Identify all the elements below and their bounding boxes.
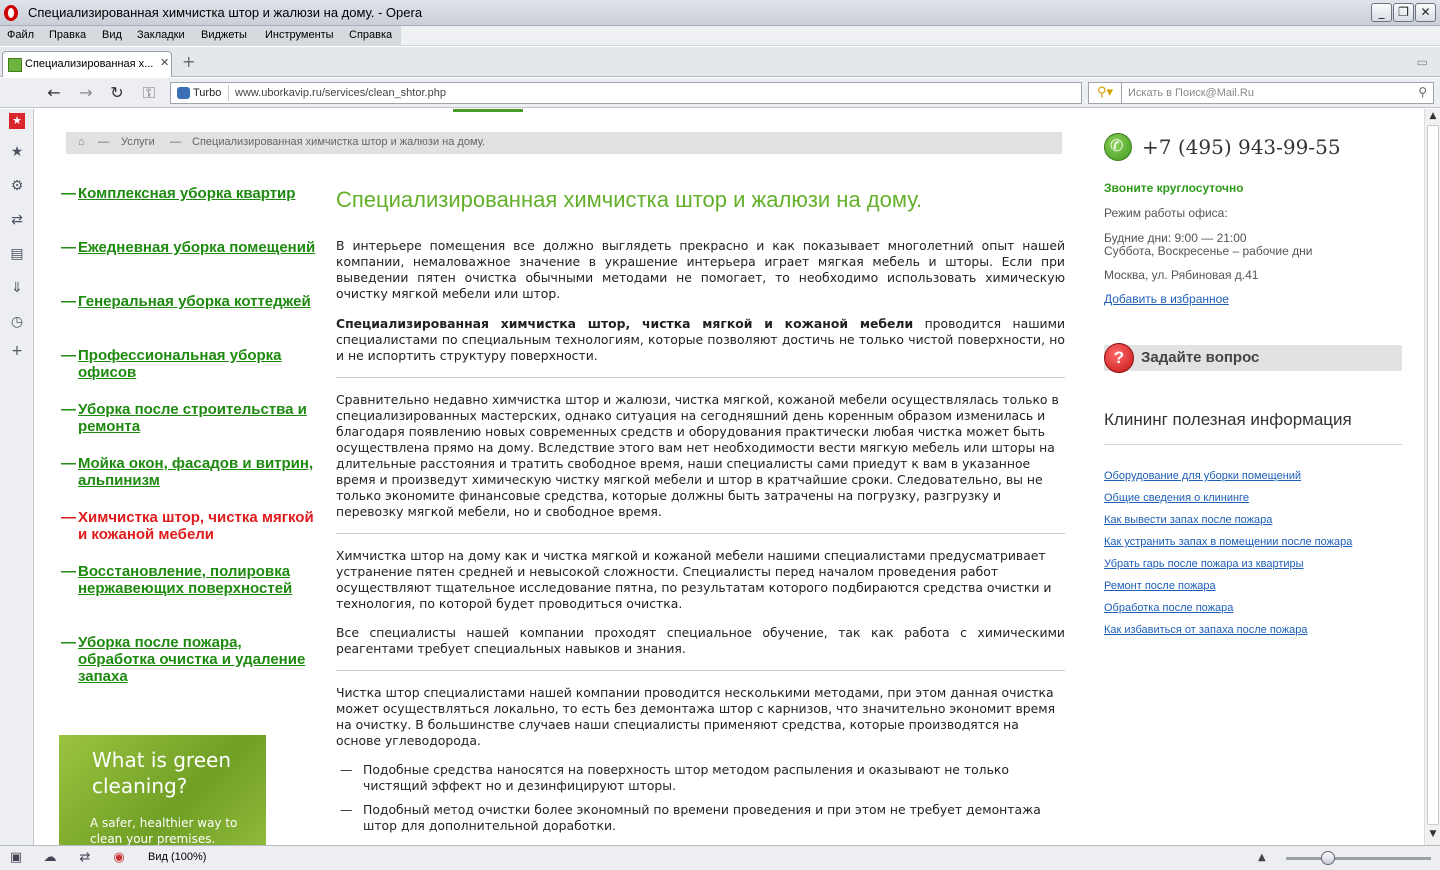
panel-toggle-icon[interactable]: ▣ (9, 850, 23, 865)
url-text[interactable]: www.uborkavip.ru/services/clean_shtor.php (235, 87, 446, 99)
scroll-thumb[interactable] (1427, 125, 1439, 825)
zoom-level[interactable]: Вид (100%) (148, 851, 207, 863)
nav-label[interactable]: Мойка окон, фасадов и витрин, альпинизм (78, 455, 314, 489)
info-link[interactable]: Обработка после пожара (1104, 602, 1234, 614)
nav-dash: — (61, 239, 76, 256)
status-bar (0, 845, 1440, 870)
phone-number: +7 (495) 943-99-55 (1142, 135, 1341, 159)
nav-dash: — (61, 293, 76, 310)
scroll-down-icon[interactable]: ▼ (1429, 829, 1437, 839)
paragraph-specialized (336, 316, 1065, 364)
menu-help[interactable]: Справка (349, 29, 393, 41)
info-link[interactable]: Как вывести запах после пожара (1104, 514, 1273, 526)
nav-dash: — (61, 185, 76, 202)
title-bar (0, 0, 1440, 26)
nav-label[interactable]: Уборка после строительства и ремонта (78, 401, 307, 435)
minimize-button[interactable]: _ (1371, 3, 1392, 22)
list-dash: — (340, 762, 353, 777)
nav-label[interactable]: Уборка после пожара, обработка очистка и удаление запаха (78, 634, 306, 685)
menu-bookmarks[interactable]: Закладки (137, 29, 185, 41)
search-engine-icon[interactable]: ⚲▾ (1088, 82, 1122, 104)
nav-label[interactable]: Генеральная уборка коттеджей (78, 293, 311, 310)
turbo-status-icon[interactable]: ◉ (113, 850, 125, 865)
menu-bar-items (0, 26, 401, 46)
bookmarks-icon[interactable]: ★ (10, 144, 24, 160)
speed-dial-icon[interactable]: ★ (9, 113, 25, 129)
add-panel-icon[interactable]: + (11, 343, 23, 359)
nav-dash: — (61, 509, 76, 526)
site-favicon-icon (8, 58, 22, 72)
nav-dash: — (61, 455, 76, 472)
tab-title: Специализированная х... (25, 58, 154, 70)
new-tab-icon[interactable]: + (182, 52, 196, 71)
unite-icon[interactable]: ⇄ (11, 212, 23, 228)
divider (1104, 444, 1402, 445)
nav-label[interactable]: Ежедневная уборка помещений (78, 239, 316, 256)
menu-edit[interactable]: Правка (49, 29, 87, 41)
list-dash: — (340, 802, 353, 817)
nav-label[interactable]: Химчистка штор, чистка мягкой и кожаной мебели (78, 509, 314, 543)
menu-tools[interactable]: Инструменты (265, 29, 334, 41)
paragraph-history: Сравнительно недавно химчистка штор и жалюзи, чистка мягкой, кожаной мебели осуществлялась только в специализированных мастерских, однако ситуация на сегодняшний день коренным образом изменилась и благодаря появлению новых современных средств и оборудования практически любая чистка может быть осуществлена прямо на дому. Вследствие этого вам нет необходимости вести мягкую мебель или шторы на длительные расстояния и тратить свободное время, наши специалисты сами приедут к вам в указанное время и произведут химическую чистку мягкой мебели и штор в кратчайшие сроки. Следовательно, вы не только экономите финансовые средства, которые должны быть затрачены на погрузку, разгрузку и перевозку мягкой мебели, но и свободное время. (336, 392, 1059, 519)
question-icon: ? (1104, 343, 1134, 373)
paragraph-rest: проводится нашими специалистами по специальным технологиям, которые позволяют достичь не только чистой поверхности, но и не испортить структуру поверхности. (336, 316, 1065, 363)
turbo-label: Turbo (193, 87, 222, 99)
closed-tabs-icon[interactable]: ▭ (1416, 55, 1428, 69)
tab-close-icon[interactable]: ✕ (160, 56, 170, 69)
info-link[interactable]: Как устранить запах в помещении после пожара (1104, 536, 1353, 548)
green-cleaning-banner[interactable] (59, 735, 266, 845)
restore-button[interactable]: ❐ (1393, 3, 1414, 22)
call-anytime: Звоните круглосуточно (1104, 181, 1244, 195)
history-icon[interactable]: ◷ (10, 314, 24, 330)
search-icon[interactable]: ⚲ (1418, 85, 1427, 99)
ask-question-label: Задайте вопрос (1141, 349, 1260, 366)
home-icon[interactable]: ⌂ (78, 136, 85, 148)
breadcrumb-separator: — (170, 136, 181, 148)
divider (336, 670, 1065, 671)
divider (336, 377, 1065, 378)
breadcrumb-services-link[interactable]: Услуги (121, 136, 155, 148)
info-section-title: Клининг полезная информация (1104, 410, 1352, 429)
page-title: Специализированная химчистка штор и жалюзи на дому. (336, 187, 923, 212)
zoom-menu-icon[interactable]: ▲ (1258, 852, 1266, 863)
weekday-hours: Будние дни: 9:00 — 21:00 (1104, 231, 1247, 245)
nav-dash: — (61, 401, 76, 418)
back-icon[interactable]: ← (47, 83, 61, 102)
close-window-button[interactable]: ✕ (1415, 3, 1436, 22)
breadcrumb (66, 132, 1062, 154)
nav-dash: — (61, 563, 76, 580)
banner-title: What is green cleaning? (92, 748, 232, 798)
menu-view[interactable]: Вид (102, 29, 122, 41)
vertical-scrollbar[interactable] (1424, 109, 1440, 845)
info-link[interactable]: Убрать гарь после пожара из квартиры (1104, 558, 1304, 570)
paragraph-methods: Чистка штор специалистами нашей компании проводится несколькими методами, при этом данная очистка может осуществляться локально, то есть без демонтажа штор с карнизов, что значительно экономит время на очистку. В большинстве случаев наши специалисты применяют средства, которые производятся на основе углеводорода. (336, 685, 1056, 748)
phone-icon (1104, 133, 1132, 161)
forward-icon[interactable]: → (79, 83, 93, 102)
search-input[interactable] (1128, 86, 1398, 100)
turbo-button[interactable] (173, 85, 229, 101)
tab-active[interactable] (2, 51, 172, 77)
nav-dash: — (61, 347, 76, 364)
nav-dash: — (61, 634, 76, 651)
zoom-slider-thumb[interactable] (1321, 851, 1335, 865)
paragraph-training: Все специалисты нашей компании проходят специальное обучение, так как работа с химическими реагентами требует специальных навыков и знания. (336, 625, 1065, 656)
navigation-bar (0, 78, 1440, 108)
menu-bar (0, 26, 1440, 46)
add-to-favorites-link[interactable]: Добавить в избранное (1104, 292, 1229, 306)
breadcrumb-current: Специализированная химчистка штор и жалюзи на дому. (192, 136, 486, 148)
wand-key-icon[interactable]: ⚿ (142, 83, 156, 102)
list-text: Подобный метод очистки более экономный по времени проведения и при этом не требует демонтажа штор для дополнительной доработки. (363, 802, 1041, 833)
list-text: Подобные средства наносятся на поверхность штор методом распыления и оказывают не только чистящий эффект но и дезинфицируют шторы. (363, 762, 1009, 793)
nav-label[interactable]: Профессиональная уборка офисов (78, 347, 282, 381)
paragraph-bold-lead: Специализированная химчистка штор, чистка мягкой и кожаной мебели (336, 316, 914, 331)
info-link[interactable]: Ремонт после пожара (1104, 580, 1216, 592)
side-panel (0, 109, 34, 845)
nav-label[interactable]: Восстановление, полировка нержавеющих поверхностей (78, 563, 293, 597)
search-field[interactable] (1122, 82, 1434, 104)
weekend-hours: Суббота, Воскресенье – рабочие дни (1104, 244, 1313, 258)
address-bar[interactable] (170, 82, 1082, 104)
zoom-slider[interactable] (1286, 857, 1431, 860)
scroll-up-icon[interactable]: ▲ (1429, 111, 1437, 121)
web-page (35, 109, 1424, 845)
window-title: Специализированная химчистка штор и жалюзи на дому. - Opera (28, 5, 423, 20)
banner-subtitle: A safer, healthier way to clean your premises. (90, 816, 238, 845)
opera-logo-icon[interactable] (4, 5, 18, 21)
breadcrumb-separator: — (98, 136, 109, 148)
reload-icon[interactable]: ↻ (110, 83, 124, 102)
paragraph-intro: В интерьере помещения все должно выглядеть прекрасно и как показывает многолетний опыт нашей компании, немаловажное значение в украшение интерьера играет мягкая мебель и шторы. Если при выведении пятен очистка обычными методами не помогает, то необходимо использовать химическую очистку мягкой мебели или штор. (336, 238, 1065, 301)
paragraph-stains: Химчистка штор на дому как и чистка мягкой и кожаной мебели нашими специалистами предусматривает устранение пятен средней и невысокой сложности. Специалисты перед началом проведения работ осуществляют тщательное исследование пятна, по результатам которого подбираются средства очистки и технология, по которой будет проводиться очистка. (336, 548, 1052, 611)
notes-icon[interactable]: ▤ (10, 246, 24, 262)
nav-label[interactable]: Комплексная уборка квартир (78, 185, 296, 202)
info-link[interactable]: Общие сведения о клининге (1104, 492, 1249, 504)
settings-gear-icon[interactable]: ⚙ (10, 178, 24, 194)
menu-widgets[interactable]: Виджеты (201, 29, 247, 41)
office-address: Москва, ул. Рябиновая д.41 (1104, 268, 1259, 282)
info-link[interactable]: Как избавиться от запаха после пожара (1104, 624, 1308, 636)
turbo-icon (177, 87, 190, 99)
opera-link-cloud-icon[interactable]: ☁ (43, 850, 57, 865)
downloads-icon[interactable]: ⇓ (11, 280, 23, 296)
unite-status-icon[interactable]: ⇄ (79, 850, 91, 865)
menu-tab-stub (453, 109, 523, 112)
ask-question-button[interactable] (1104, 345, 1402, 371)
office-hours-label: Режим работы офиса: (1104, 206, 1228, 220)
menu-file[interactable]: Файл (7, 29, 35, 41)
info-link[interactable]: Оборудование для уборки помещений (1104, 470, 1302, 482)
tab-bar (0, 47, 1440, 77)
divider (336, 533, 1065, 534)
